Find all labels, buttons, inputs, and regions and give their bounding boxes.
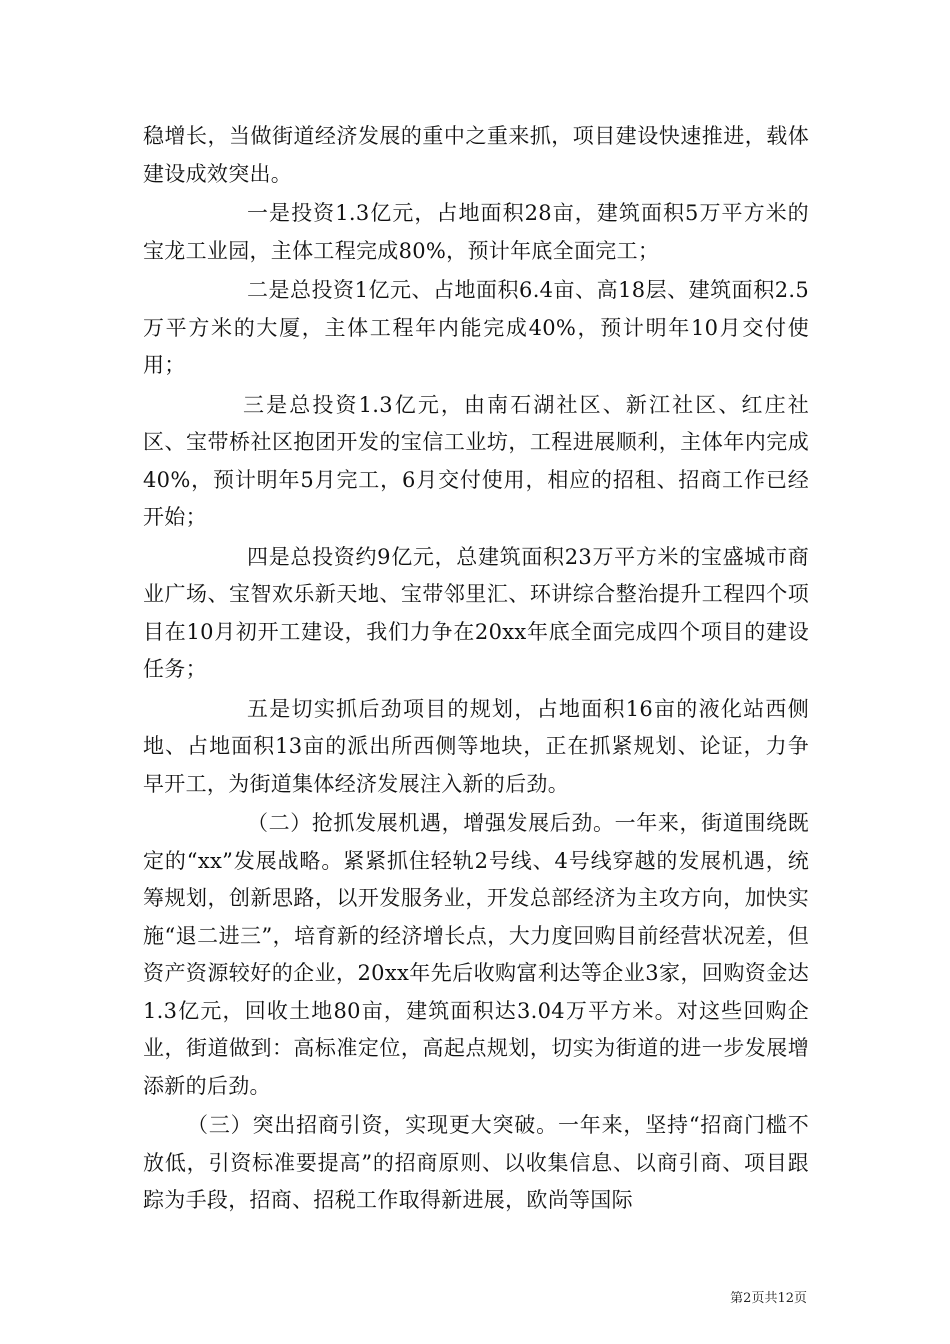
paragraph-item-four: 四是总投资约9亿元，总建筑面积23万平方米的宝盛城市商业广场、宝智欢乐新天地、宝带邻里汇、环讲综合整治提升工程四个项目在10月初开工建设，我们力争在20xx年底全面完成四个项目的建设任务； <box>143 544 809 681</box>
paragraph-item-one: 一是投资1.3亿元，占地面积28亩，建筑面积5万平方米的宝龙工业园，主体工程完成80%，预计年底全面完工； <box>143 201 809 263</box>
page-number-footer: 第2页共12页 <box>730 1291 807 1306</box>
paragraph-continuation: 稳增长，当做街道经济发展的重中之重来抓，项目建设快速推进，载体建设成效突出。 <box>143 124 809 186</box>
document-body <box>143 118 809 1220</box>
paragraph-item-three: 三是总投资1.3亿元，由南石湖社区、新江社区、红庄社区、宝带桥社区抱团开发的宝信工业坊，工程进展顺利，主体年内完成40%，预计明年5月完工，6月交付使用，相应的招租、招商工作已经开始； <box>143 392 809 529</box>
paragraph-section-three: （三）突出招商引资，实现更大突破。一年来，坚持“招商门槛不放低，引资标准要提高”的招商原则、以收集信息、以商引商、项目跟踪为手段，招商、招税工作取得新进展，欧尚等国际 <box>143 1113 809 1212</box>
paragraph-section-two: （二）抢抓发展机遇，增强发展后劲。一年来，街道围绕既定的“xx”发展战略。紧紧抓住轻轨2号线、4号线穿越的发展机遇，统筹规划，创新思路，以开发服务业，开发总部经济为主攻方向，加快实施“退二进三”，培育新的经济增长点，大力度回购目前经营状况差，但资产资源较好的企业，20xx年先后收购富利达等企业3家，回购资金达1.3亿元，回收土地80亩，建筑面积达3.04万平方米。对这些回购企业，街道做到：高标准定位，高起点规划，切实为街道的进一步发展增添新的后劲。 <box>143 811 809 1098</box>
paragraph-item-two: 二是总投资1亿元、占地面积6.4亩、高18层、建筑面积2.5万平方米的大厦，主体工程年内能完成40%，预计明年10月交付使用； <box>143 278 809 377</box>
paragraph-item-five: 五是切实抓后劲项目的规划，占地面积16亩的液化站西侧地、占地面积13亩的派出所西侧等地块，正在抓紧规划、论证，力争早开工，为街道集体经济发展注入新的后劲。 <box>143 696 809 796</box>
